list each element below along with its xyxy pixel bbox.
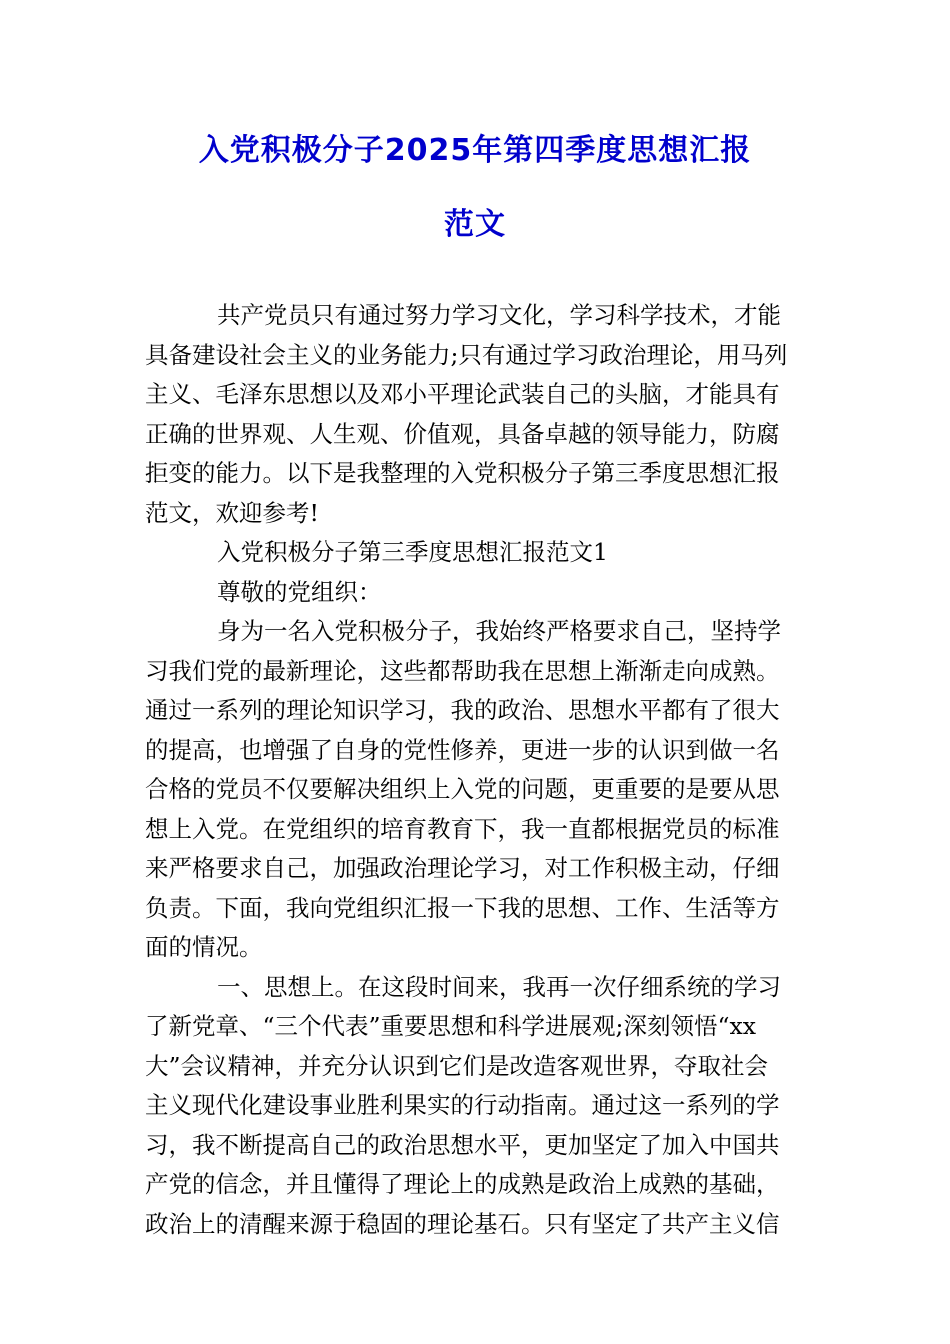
- text-line: 面的情况。: [145, 933, 263, 961]
- text-line: 范文，欢迎参考!: [145, 498, 319, 527]
- text-line: 的提高，也增强了自身的党性修养，更进一步的认识到做一名: [145, 735, 780, 764]
- text-line: 产党的信念，并且懂得了理论上的成熟是政治上成熟的基础，: [145, 1170, 780, 1198]
- text-line: 共产党员只有通过努力学习文化，学习科学技术，才能: [217, 301, 781, 329]
- text-line: 负责。下面，我向党组织汇报一下我的思想、工作、生活等方: [145, 893, 780, 922]
- text-line: 身为一名入党积极分子，我始终严格要求自己，坚持学: [217, 617, 781, 645]
- text-line: 主义、毛泽东思想以及邓小平理论武装自己的头脑，才能具有: [145, 380, 780, 408]
- text-line: 大”会议精神，并充分认识到它们是改造客观世界，夺取社会: [145, 1051, 769, 1080]
- text-line: 一、思想上。在这段时间来，我再一次仔细系统的学习: [217, 972, 781, 1001]
- text-line: 入党积极分子第三季度思想汇报范文1: [217, 538, 608, 566]
- text-line: 尊敬的党组织：: [217, 577, 382, 606]
- paragraph-self-description: [145, 612, 805, 968]
- paragraph-ideology: [145, 968, 805, 1245]
- section-heading: [145, 533, 805, 573]
- text-line: 合格的党员不仅要解决组织上入党的问题，更重要的是要从思: [145, 775, 780, 803]
- text-line: 了新党章、“三个代表”重要思想和科学进展观;深刻领悟“xx: [145, 1012, 756, 1040]
- text-line: 主义现代化建设事业胜利果实的行动指南。通过这一系列的学: [145, 1091, 780, 1119]
- text-line: 拒变的能力。以下是我整理的入党积极分子第三季度思想汇报: [145, 459, 780, 487]
- document-title-line-1: 入党积极分子2025年第四季度思想汇报: [198, 133, 752, 168]
- text-line: 习，我不断提高自己的政治思想水平，更加坚定了加入中国共: [145, 1130, 780, 1159]
- text-line: 来严格要求自己，加强政治理论学习，对工作积极主动，仔细: [145, 854, 780, 882]
- text-line: 习我们党的最新理论，这些都帮助我在思想上渐渐走向成熟。: [145, 656, 780, 685]
- paragraph-intro: [145, 296, 805, 533]
- text-line: 具备建设社会主义的业务能力;只有通过学习政治理论，用马列: [145, 340, 788, 369]
- text-line: 通过一系列的理论知识学习，我的政治、思想水平都有了很大: [145, 696, 780, 724]
- document-title-line-2: 范文: [444, 207, 506, 242]
- text-line: 政治上的清醒来源于稳固的理论基石。只有坚定了共产主义信: [145, 1209, 780, 1238]
- salutation: [145, 573, 805, 613]
- text-line: 想上入党。在党组织的培育教育下，我一直都根据党员的标准: [145, 814, 780, 843]
- text-line: 正确的世界观、人生观、价值观，具备卓越的领导能力，防腐: [145, 419, 780, 448]
- document-body: [145, 296, 805, 1244]
